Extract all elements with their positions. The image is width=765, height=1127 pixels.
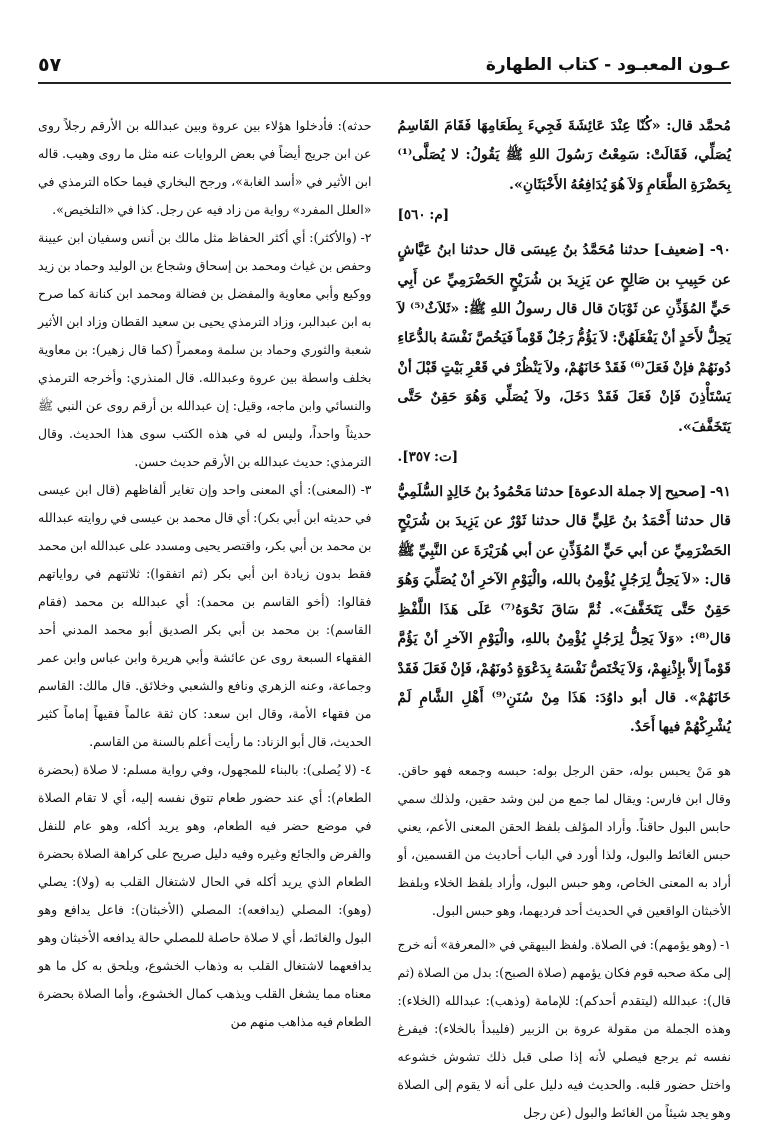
running-title: عـون المعبـود - كتاب الطهارة xyxy=(485,55,731,75)
hadith-text: ٩٠- [ضعيف] حدثنا مُحَمَّدُ بنُ عِيسَى قال حدثنا ابنُ عَيَّاشٍ عن حَبِيبِ بن صَالِحٍ عن يَزِيدَ بن شُرَيْحٍ الحَضْرَمِيِّ عن أَبِي حَيٍّ المُؤَذِّنِ عن ثَوْبَانَ قال قال رسولُ اللهِ ﷺ: «ثَلاَثٌ⁽⁵⁾ لاَ يَحِلُّ لأَحَدٍ أنْ يَفْعَلَهُنَّ: لاَ يَؤُمُّ رَجُلٌ قَوْماً فَيَخُصَّ نَفْسَهُ بالدُّعَاءِ دُونَهُمْ فإنْ فَعَلَ⁽⁶⁾ فَقَدْ خَانَهُمْ، ولاَ يَنْظُرْ في قَعْرِ بَيْتٍ قَبْلَ أنْ يَسْتَأْذِنَ فَإنْ فَعَلَ فَقَدْ دَخَلَ، ولاَ يُصَلِّي وَهُوَ حَقِنٌ حَتَّى يَتَخَفَّفَ». xyxy=(397,242,732,435)
commentary-paragraph: ٤- (لا يُصلى): بالبناء للمجهول، وفي رواية مسلم: لا صلاة (بحضرة الطعام): أي عند حضور طعام تتوق نفسه إليه، أي لا تقام الصلاة في موضع حضر فيه الطعام، وهو يريد أكله، وهو عام للنفل والفرض والجائع وغيره وفيه دليل صريح على كراهة الصلاة بحضرة الطعام الذي يريد أكله في الحال لاشتغال القلب به (ولا): يصلي (وهو): المصلي (يدافعه): المصلي (الأخبثان): فاعل يدافع وهو البول والغائط، أي لا صلاة حاصلة للمصلي حالة يدافعه الأخبثان وهو يدافعهما لاشتغال القلب به وذهاب الخشوع، ويلحق به كل ما هو معناه مما يشغل القلب ويذهب كمال الخشوع، وأما الصلاة بحضرة الطعام فيه مذاهب منهم من xyxy=(38,762,372,1029)
hadith-text: مُحمَّد قال: «كُنّا عِنْدَ عَائِشَةَ فَجِيءَ بِطَعَامِهَا فَقَامَ القَاسِمُ يُصَلِّي، فَقَالَتْ: سَمِعْتُ رَسُولَ اللهِ ﷺ يَقُولُ: لا يُصَلَّى⁽¹⁾ بِحَضْرَةِ الطَّعَامِ وَلاَ هُوَ يُدَافِعُهُ الأَخْبَثَانِ». xyxy=(397,118,731,193)
right-column xyxy=(397,112,732,1120)
left-column xyxy=(38,112,372,1093)
commentary-paragraph: ٣- (المعنى): أي المعنى واحد وإن تغاير ألفاظهم (قال ابن عيسى في حديثه ابن أبي بكر): أي قال محمد بن عيسى في روايته عبدالله بن محمد بن أبي بكر، واقتصر يحيى ومسدد على عبدالله ابن محمد فقط بدون زيادة ابن أبي بكر (ثم اتفقوا): ثلاثتهم في رواياتهم فقالوا: (أخو القاسم بن محمد): أي عبدالله بن محمد (فقام القاسم): بن محمد بن أبي بكر الصديق أبو محمد المدني أحد الفقهاء السبعة روى عن عائشة وأبي هريرة وابن عباس وابن عمر وجماعة، وعنه الزهري ونافع والشعبي وخلائق. قال مالك: القاسم من فقهاء الأمة، وقال ابن سعد: كان ثقة عالماً فقيهاً إماماً كثير الحديث، قال أبو الزناد: ما رأيت أعلم بالسنة من القاسم. xyxy=(38,482,372,749)
commentary-paragraph: هو مَنْ يحبس بوله، حقن الرجل بوله: حبسه وجمعه فهو حاقن. وقال ابن فارس: ويقال لما جمع من لبن وشد حقين، ولذلك سمي حابس البول حاقناً. وأراد المؤلف بلفظ الحقن المعنى الأعم، يعني حبس الغائط والبول، ولذا أورد في الباب أحاديث من القسمين، أو أراد به المعنى الخاص، وهو حبس البول، وأراد بلفظ الخلاء وبلفظ الأخبثان الواقعين في الحديث أحد فرديهما، وهو حبس البول. xyxy=(397,762,731,918)
commentary-paragraph: حدثه): فأدخلوا هؤلاء بين عروة وبين عبدالله بن الأرقم رجلاً روى عن ابن جريج أيضاً في بعض الروايات عنه مثل ما روى وهيب. قاله ابن الأثير في «أسد الغابة»، ورجح البخاري فيما حكاه الترمذي في «العلل المفرد» رواية من زاد فيه عن رجل. كذا في «التلخيص». xyxy=(38,118,372,217)
commentary-paragraph: ١- (وهو يؤمهم): في الصلاة. ولفظ البيهقي في «المعرفة» أنه خرج إلى مكة صحبه قوم فكان يؤمهم (صلاة الصبح): بدل من الصلاة (ثم قال): عبدالله (ليتقدم أحدكم): للإمامة (وذهب): عبدالله (الخلاء): وهذه الجملة من مقولة عروة بن الزبير (فليبدأ بالخلاء): فيفرغ نفسه ثم يرجع فيصلي لأنه إذا صلى قبل ذلك تشوش خشوعه واختل حضور قلبه. والحديث فيه دليل على أنه لا يقوم إلى الصلاة وهو يجد شيئاً من الغائط والبول (عن رجل xyxy=(397,936,731,1120)
hadith-text: ٩١- [صحيح إلا جملة الدعوة] حدثنا مَحْمُودُ بنُ خَالِدٍ السُّلَمِيُّ قال حدثنا أَحْمَدُ بنُ عَلِيٍّ قال حدثنا ثَوْرٌ عن يَزِيدَ بن شُرَيْحٍ الحَضْرَمِيِّ عن أبي حَيٍّ المُؤَذِّنِ عن أبي هُرَيْرَةَ عن النَّبِيِّ ﷺ قال: «لاَ يَحِلُّ لِرَجُلٍ يُؤْمِنُ بالله، والْيَوْمِ الآخرِ أنْ يُصَلِّيَ وَهُوَ حَقِنٌ حَتَّى يَتَخَفَّفَ». ثُمَّ سَاقَ نَحْوَهُ⁽⁷⁾ عَلَى هَذَا اللَّفْظِ قال⁽⁸⁾: «وَلاَ يَحِلُّ لِرَجُلٍ يُؤْمِنُ باللهِ، والْيَوْمِ الآخرِ أنْ يَؤُمَّ قَوْماً إلاَّ بإِذْنِهِمْ، وَلاَ يَخْتَصُّ نَفْسَهُ بِدَعْوَةٍ دُونَهُمْ، فَإنْ فَعَلَ فَقَدْ خَانَهُمْ». قال أبو داوُدَ: هَذَا مِنْ سُنَنِ⁽⁹⁾ أَهْلِ الشَّامِ لَمْ يُشْرِكْهُمْ فيها أَحَدٌ. xyxy=(397,484,731,736)
text-columns xyxy=(38,112,732,1120)
hadith-reference: [م: ٥٦٠] xyxy=(397,207,450,224)
page-number: ٥٧ xyxy=(38,54,62,76)
commentary-paragraph: ٢- (والأكثر): أي أكثر الحفاظ مثل مالك بن أنس وسفيان ابن عيينة وحفص بن غياث ومحمد بن إسحاق وشجاع بن الوليد وحماد بن زيد ووكيع وأبي معاوية والمفضل بن فضالة ومحمد ابن كنانة كما صرح به ابن عبدالبر، وزاد الترمذي يحيى بن سعيد القطان وزاد ابن الأثير شعبة والثوري وحماد بن سلمة ومعمراً (كما قال زهير): بن معاوية بخلف واسطة بين عروة وعبدالله. قال المنذري: وأخرجه الترمذي والنسائي وابن ماجه، وقيل: إن عبدالله بن أرقم روى عن النبي ﷺ حديثاً واحداً، وليس له في هذه الكتب سوى هذا الحديث. وقال الترمذي: حديث عبدالله بن الأرقم حديث حسن. xyxy=(38,230,372,469)
hadith-reference: [ت: ٣٥٧]. xyxy=(397,449,459,466)
page-header xyxy=(38,48,731,84)
